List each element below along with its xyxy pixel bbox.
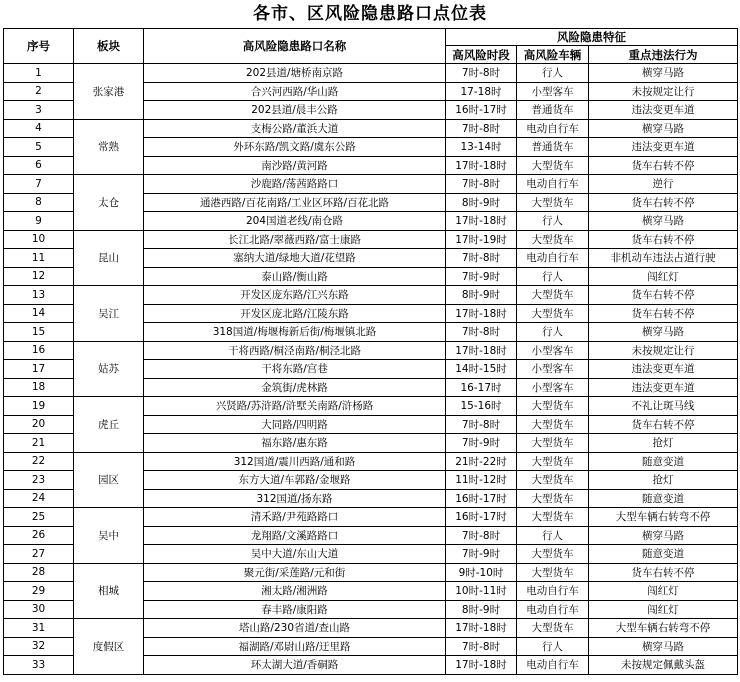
row-time: 7时-8时 (446, 249, 517, 268)
row-behavior: 不礼让斑马线 (589, 397, 738, 416)
row-seq: 11 (4, 249, 74, 268)
row-seq: 15 (4, 323, 74, 342)
row-vehicle: 行人 (517, 323, 589, 342)
row-vehicle: 大型货车 (517, 415, 589, 434)
row-vehicle: 大型货车 (517, 545, 589, 564)
row-seq: 16 (4, 341, 74, 360)
row-behavior: 非机动车违法占道行驶 (589, 249, 738, 268)
row-seq: 1 (4, 64, 74, 83)
row-behavior: 横穿马路 (589, 637, 738, 656)
row-intersection-name: 福湖路/邓尉山路/迂里路 (144, 637, 446, 656)
row-intersection-name: 312国道/震川西路/通和路 (144, 452, 446, 471)
row-intersection-name: 支梅公路/董浜大道 (144, 119, 446, 138)
row-seq: 22 (4, 452, 74, 471)
row-time: 17时-18时 (446, 304, 517, 323)
row-time: 16-17时 (446, 378, 517, 397)
row-time: 15-16时 (446, 397, 517, 416)
header-time: 高风险时段 (446, 46, 517, 64)
row-time: 14时-15时 (446, 360, 517, 379)
row-seq: 32 (4, 637, 74, 656)
row-behavior: 随意变道 (589, 489, 738, 508)
row-seq: 7 (4, 175, 74, 194)
row-behavior: 闯红灯 (589, 582, 738, 601)
row-intersection-name: 环太湖大道/香硐路 (144, 656, 446, 675)
table-row (4, 175, 738, 194)
row-intersection-name: 开发区庞东路/江兴东路 (144, 286, 446, 305)
row-behavior: 横穿马路 (589, 119, 738, 138)
row-seq: 18 (4, 378, 74, 397)
row-intersection-name: 东方大道/车郭路/金堰路 (144, 471, 446, 490)
row-area: 姑苏 (74, 341, 144, 397)
row-behavior: 横穿马路 (589, 212, 738, 231)
row-area: 张家港 (74, 64, 144, 120)
row-seq: 13 (4, 286, 74, 305)
risk-intersection-table (3, 28, 738, 675)
row-behavior: 大型车辆右转弯不停 (589, 508, 738, 527)
row-intersection-name: 龙翔路/文溪路路口 (144, 526, 446, 545)
row-time: 8时-9时 (446, 193, 517, 212)
row-time: 7时-8时 (446, 415, 517, 434)
row-time: 7时-9时 (446, 267, 517, 286)
row-time: 17时-18时 (446, 341, 517, 360)
row-time: 17时-19时 (446, 230, 517, 249)
row-seq: 27 (4, 545, 74, 564)
row-behavior: 未按规定让行 (589, 341, 738, 360)
row-intersection-name: 202县道/晨丰公路 (144, 101, 446, 120)
row-vehicle: 大型货车 (517, 471, 589, 490)
table-row (4, 64, 738, 83)
row-vehicle: 行人 (517, 637, 589, 656)
row-vehicle: 大型货车 (517, 508, 589, 527)
row-intersection-name: 泰山路/衡山路 (144, 267, 446, 286)
row-seq: 5 (4, 138, 74, 157)
row-time: 7时-8时 (446, 175, 517, 194)
table-row (4, 341, 738, 360)
row-seq: 19 (4, 397, 74, 416)
row-intersection-name: 兴贤路/苏浒路/浒墅关南路/浒杨路 (144, 397, 446, 416)
row-behavior: 货车右转不停 (589, 156, 738, 175)
row-time: 10时-11时 (446, 582, 517, 601)
row-behavior: 违法变更车道 (589, 360, 738, 379)
row-vehicle: 电动自行车 (517, 249, 589, 268)
row-area: 常熟 (74, 119, 144, 175)
table-row (4, 286, 738, 305)
table-body (4, 64, 738, 675)
row-vehicle: 大型货车 (517, 193, 589, 212)
row-area: 吴江 (74, 286, 144, 342)
row-behavior: 违法变更车道 (589, 101, 738, 120)
row-intersection-name: 外环东路/凯文路/虞东公路 (144, 138, 446, 157)
row-behavior: 未按规定让行 (589, 82, 738, 101)
header-seq: 序号 (4, 29, 74, 64)
row-time: 17-18时 (446, 82, 517, 101)
table-row (4, 397, 738, 416)
row-seq: 21 (4, 434, 74, 453)
row-behavior: 闯红灯 (589, 600, 738, 619)
row-intersection-name: 清禾路/尹苑路路口 (144, 508, 446, 527)
table-row (4, 619, 738, 638)
row-vehicle: 大型货车 (517, 230, 589, 249)
row-intersection-name: 金筑街/虎林路 (144, 378, 446, 397)
row-seq: 29 (4, 582, 74, 601)
row-vehicle: 行人 (517, 64, 589, 83)
row-vehicle: 电动自行车 (517, 119, 589, 138)
row-vehicle: 大型货车 (517, 286, 589, 305)
row-vehicle: 大型货车 (517, 397, 589, 416)
row-time: 16时-17时 (446, 508, 517, 527)
row-seq: 25 (4, 508, 74, 527)
row-vehicle: 电动自行车 (517, 582, 589, 601)
row-intersection-name: 大同路/四明路 (144, 415, 446, 434)
row-seq: 12 (4, 267, 74, 286)
row-vehicle: 小型客车 (517, 360, 589, 379)
row-behavior: 货车右转不停 (589, 193, 738, 212)
row-vehicle: 小型客车 (517, 378, 589, 397)
row-behavior: 随意变道 (589, 545, 738, 564)
table-row (4, 119, 738, 138)
row-time: 17时-18时 (446, 156, 517, 175)
row-intersection-name: 合兴河西路/华山路 (144, 82, 446, 101)
row-time: 7时-8时 (446, 637, 517, 656)
row-intersection-name: 开发区庞北路/江陵东路 (144, 304, 446, 323)
row-behavior: 横穿马路 (589, 323, 738, 342)
row-vehicle: 小型客车 (517, 341, 589, 360)
row-area: 昆山 (74, 230, 144, 286)
row-intersection-name: 沙鹿路/荡茜路路口 (144, 175, 446, 194)
row-area: 吴中 (74, 508, 144, 564)
row-vehicle: 大型货车 (517, 489, 589, 508)
row-seq: 9 (4, 212, 74, 231)
row-intersection-name: 202县道/塘桥南京路 (144, 64, 446, 83)
row-vehicle: 行人 (517, 212, 589, 231)
row-area: 相城 (74, 563, 144, 619)
row-area: 园区 (74, 452, 144, 508)
row-intersection-name: 通港西路/百花南路/工业区环路/百花北路 (144, 193, 446, 212)
row-seq: 2 (4, 82, 74, 101)
row-intersection-name: 204国道老线/南仓路 (144, 212, 446, 231)
row-behavior: 抢灯 (589, 471, 738, 490)
row-vehicle: 电动自行车 (517, 656, 589, 675)
row-behavior: 横穿马路 (589, 64, 738, 83)
document-title: 各市、区风险隐患路口点位表 (253, 4, 487, 24)
row-behavior: 违法变更车道 (589, 138, 738, 157)
row-intersection-name: 塞纳大道/绿地大道/花望路 (144, 249, 446, 268)
row-time: 17时-18时 (446, 212, 517, 231)
row-intersection-name: 318国道/梅堰梅新后街/梅堰镇北路 (144, 323, 446, 342)
row-behavior: 货车右转不停 (589, 415, 738, 434)
row-seq: 26 (4, 526, 74, 545)
row-vehicle: 小型客车 (517, 82, 589, 101)
row-vehicle: 电动自行车 (517, 175, 589, 194)
row-time: 7时-8时 (446, 526, 517, 545)
row-behavior: 违法变更车道 (589, 378, 738, 397)
header-area: 板块 (74, 29, 144, 64)
row-vehicle: 普通货车 (517, 138, 589, 157)
row-vehicle: 大型货车 (517, 434, 589, 453)
row-intersection-name: 干将东路/宫巷 (144, 360, 446, 379)
row-behavior: 大型车辆右转弯不停 (589, 619, 738, 638)
row-seq: 23 (4, 471, 74, 490)
row-time: 7时-8时 (446, 64, 517, 83)
table-row (4, 508, 738, 527)
row-seq: 30 (4, 600, 74, 619)
row-seq: 4 (4, 119, 74, 138)
row-intersection-name: 干将西路/桐泾南路/桐泾北路 (144, 341, 446, 360)
row-behavior: 货车右转不停 (589, 286, 738, 305)
row-intersection-name: 湘太路/湘洲路 (144, 582, 446, 601)
row-time: 7时-8时 (446, 119, 517, 138)
row-area: 度假区 (74, 619, 144, 675)
row-time: 11时-12时 (446, 471, 517, 490)
row-area: 太仓 (74, 175, 144, 231)
row-seq: 3 (4, 101, 74, 120)
row-time: 16时-17时 (446, 489, 517, 508)
row-intersection-name: 塔山路/230省道/查山路 (144, 619, 446, 638)
table-row (4, 230, 738, 249)
row-intersection-name: 福东路/惠东路 (144, 434, 446, 453)
row-seq: 10 (4, 230, 74, 249)
row-vehicle: 大型货车 (517, 452, 589, 471)
row-seq: 31 (4, 619, 74, 638)
row-behavior: 抢灯 (589, 434, 738, 453)
row-vehicle: 行人 (517, 267, 589, 286)
header-vehicle: 高风险车辆 (517, 46, 589, 64)
row-vehicle: 大型货车 (517, 156, 589, 175)
row-behavior: 闯红灯 (589, 267, 738, 286)
row-intersection-name: 春丰路/康阳路 (144, 600, 446, 619)
row-time: 21时-22时 (446, 452, 517, 471)
row-vehicle: 大型货车 (517, 304, 589, 323)
row-time: 17时-18时 (446, 656, 517, 675)
row-intersection-name: 聚元街/采莲路/元和街 (144, 563, 446, 582)
row-behavior: 货车右转不停 (589, 304, 738, 323)
row-seq: 8 (4, 193, 74, 212)
row-seq: 24 (4, 489, 74, 508)
row-vehicle: 大型货车 (517, 619, 589, 638)
table-row (4, 563, 738, 582)
header-behavior: 重点违法行为 (589, 46, 738, 64)
row-vehicle: 行人 (517, 526, 589, 545)
table-row (4, 452, 738, 471)
header-name: 高风险隐患路口名称 (144, 29, 446, 64)
row-seq: 17 (4, 360, 74, 379)
row-time: 7时-9时 (446, 545, 517, 564)
row-seq: 6 (4, 156, 74, 175)
row-behavior: 未按规定佩戴头盔 (589, 656, 738, 675)
row-behavior: 货车右转不停 (589, 230, 738, 249)
row-seq: 33 (4, 656, 74, 675)
row-intersection-name: 吴中大道/东山大道 (144, 545, 446, 564)
row-time: 7时-9时 (446, 434, 517, 453)
header-feature: 风险隐患特征 (446, 29, 738, 46)
row-seq: 28 (4, 563, 74, 582)
row-seq: 20 (4, 415, 74, 434)
row-time: 16时-17时 (446, 101, 517, 120)
row-vehicle: 电动自行车 (517, 600, 589, 619)
row-time: 7时-8时 (446, 323, 517, 342)
row-intersection-name: 312国道/扬东路 (144, 489, 446, 508)
row-vehicle: 普通货车 (517, 101, 589, 120)
row-behavior: 逆行 (589, 175, 738, 194)
row-time: 9时-10时 (446, 563, 517, 582)
row-time: 13-14时 (446, 138, 517, 157)
row-seq: 14 (4, 304, 74, 323)
row-behavior: 货车右转不停 (589, 563, 738, 582)
row-vehicle: 大型货车 (517, 563, 589, 582)
row-intersection-name: 南沙路/黄河路 (144, 156, 446, 175)
row-time: 8时-9时 (446, 286, 517, 305)
row-area: 虎丘 (74, 397, 144, 453)
row-behavior: 横穿马路 (589, 526, 738, 545)
row-time: 17时-18时 (446, 619, 517, 638)
row-time: 8时-9时 (446, 600, 517, 619)
row-behavior: 随意变道 (589, 452, 738, 471)
row-intersection-name: 长江北路/翠薇西路/富士康路 (144, 230, 446, 249)
